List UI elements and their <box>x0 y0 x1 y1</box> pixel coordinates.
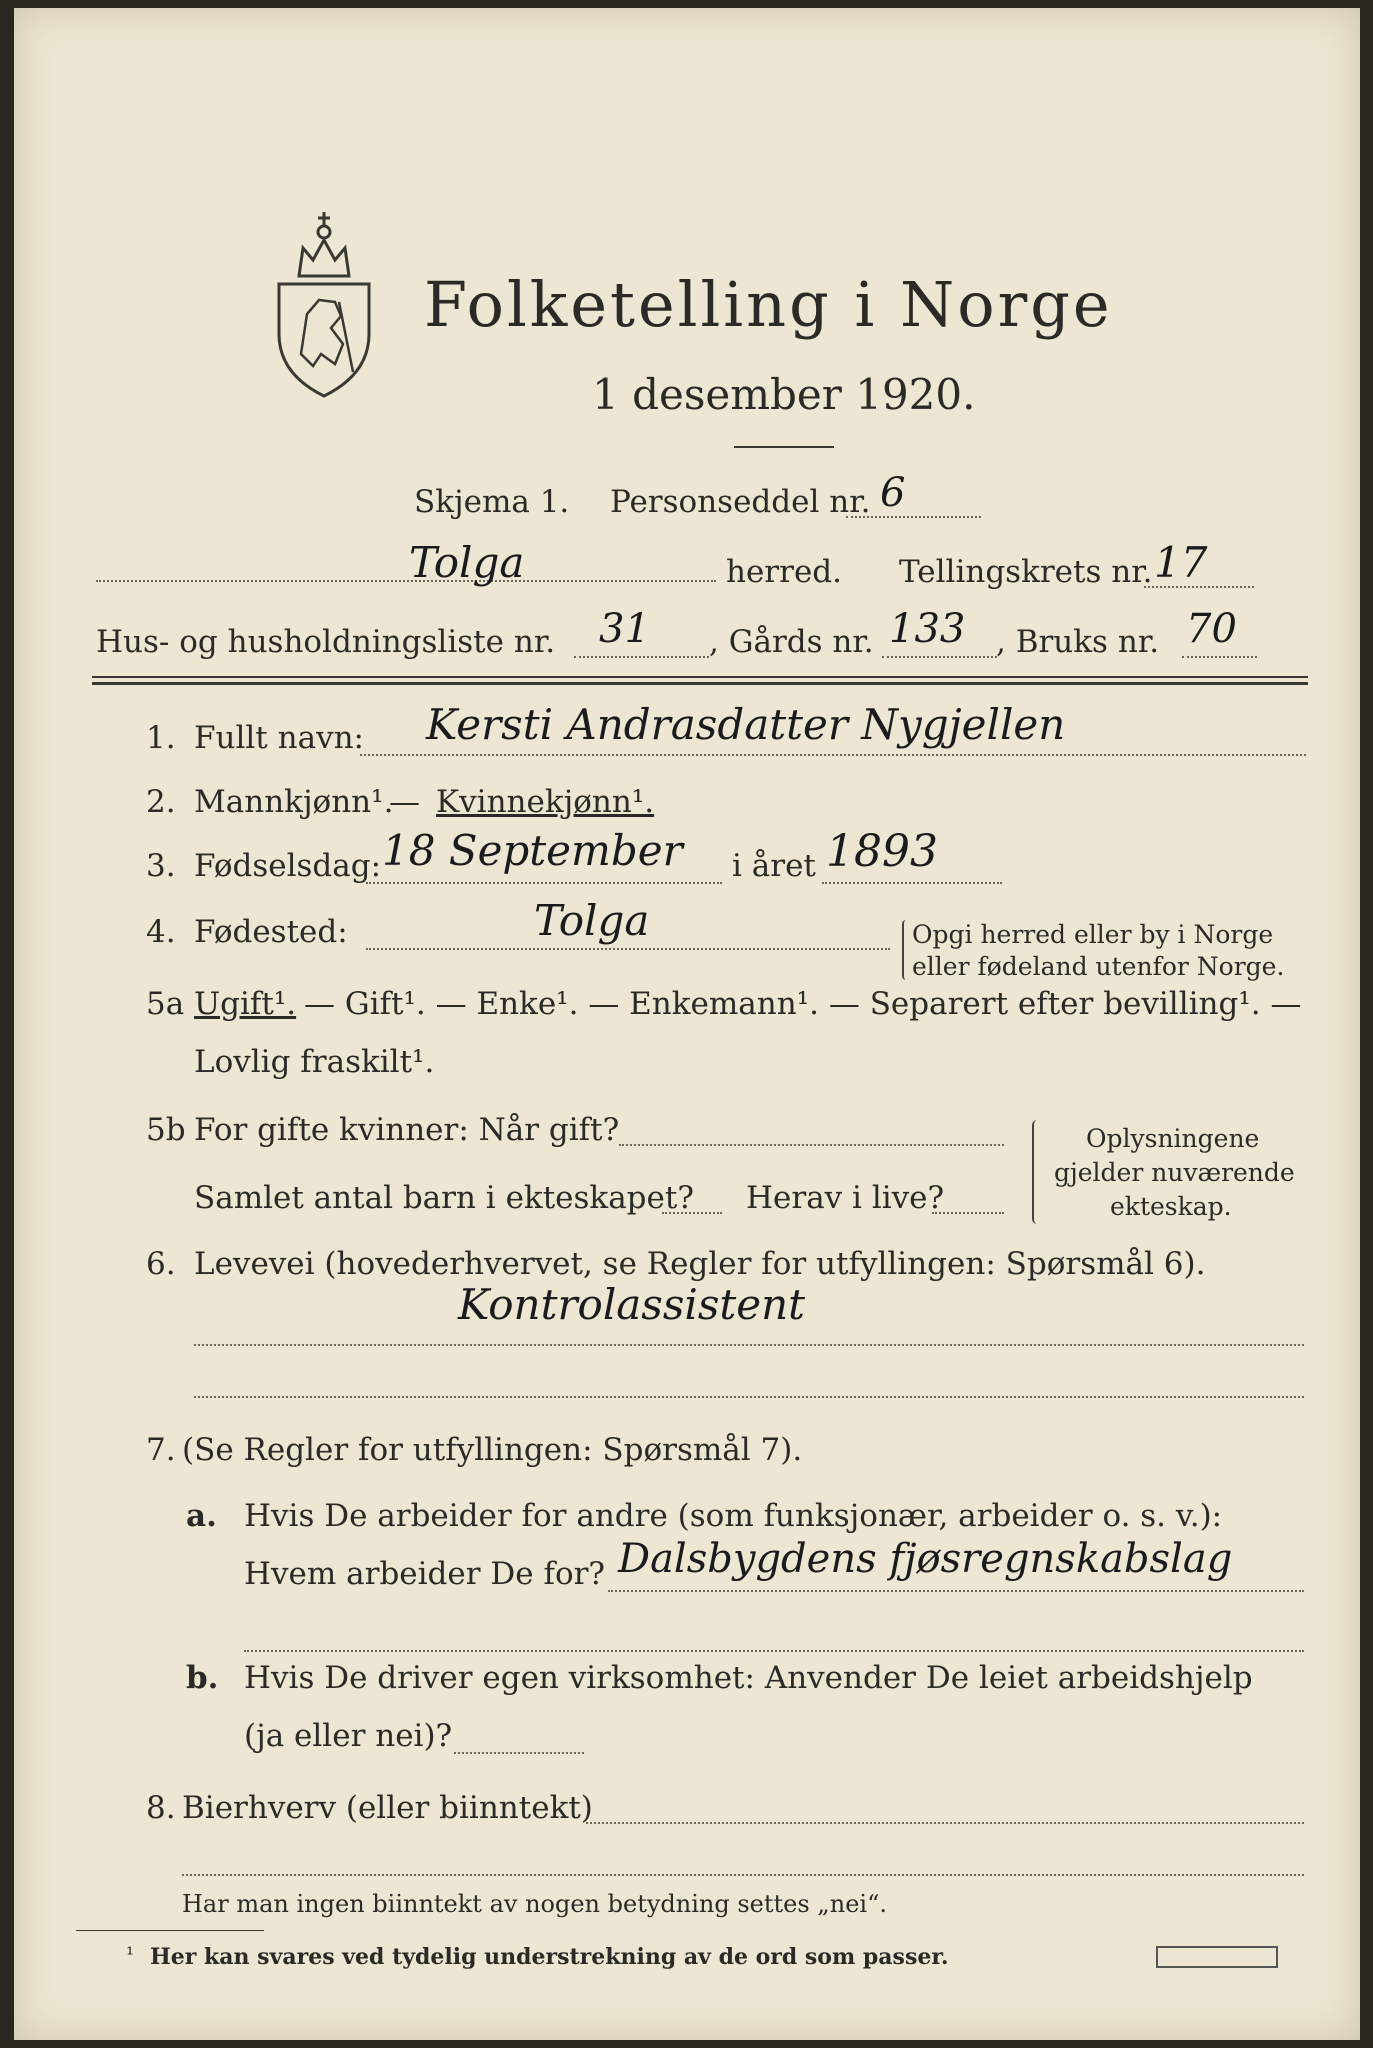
q2-female-option[interactable]: Kvinnekjønn¹. <box>436 784 655 820</box>
bruks-label: , Bruks nr. <box>996 624 1160 660</box>
q7a-extra-line <box>244 1650 1304 1652</box>
q2-dash: — <box>389 784 420 820</box>
header-divider-top <box>92 676 1308 678</box>
husliste-line <box>574 656 709 658</box>
q5a-other-options[interactable]: — Gift¹. — Enke¹. — Enkemann¹. — Separert efter bevilling¹. — <box>304 986 1302 1022</box>
q5b-number: 5b <box>146 1112 186 1148</box>
q3-year-label: i året <box>732 848 816 884</box>
form-title: Folketelling i Norge <box>424 268 1113 341</box>
q7-number: 7. <box>146 1432 176 1468</box>
q3-date-line <box>366 882 722 884</box>
q3-year-line <box>822 882 1002 884</box>
footnote-text: Her kan svares ved tydelig understrekning av de ord som passer. <box>150 1944 949 1970</box>
q7a-letter: a. <box>186 1498 217 1534</box>
q5a-number: 5a <box>146 986 185 1022</box>
q1-value-full-name[interactable]: Kersti Andrasdatter Nygjellen <box>426 700 1066 749</box>
skjema-label: Skjema 1. <box>414 484 570 520</box>
q4-label: Fødested: <box>194 914 348 950</box>
q5b-note-brace <box>1032 1120 1042 1224</box>
q7b-line <box>454 1752 584 1754</box>
herred-value[interactable]: Tolga <box>409 538 525 587</box>
footer-note: Har man ingen biinntekt av nogen betydning settes „nei“. <box>182 1890 887 1918</box>
q5b-note-line1: Oplysningene <box>1086 1124 1260 1153</box>
q8-line2 <box>182 1874 1304 1876</box>
q7b-letter: b. <box>186 1660 219 1696</box>
q5b-children-line <box>662 1212 722 1214</box>
husliste-label: Hus- og husholdningsliste nr. <box>96 624 556 660</box>
personseddel-label: Personseddel nr. <box>610 484 871 520</box>
bruks-line <box>1182 656 1257 658</box>
q8-line1 <box>586 1822 1304 1824</box>
q6-label: Levevei (hovederhvervet, se Regler for utfyllingen: Spørsmål 6). <box>194 1246 1206 1282</box>
q5b-line2a: Samlet antal barn i ekteskapet? <box>194 1180 694 1216</box>
herred-label: herred. <box>726 554 842 590</box>
gards-label: , Gårds nr. <box>709 624 874 660</box>
q4-line <box>366 948 890 950</box>
q7a-employer-value[interactable]: Dalsbygdens fjøsregnskabslag <box>618 1536 1233 1582</box>
q5a-ugift-option[interactable]: Ugift¹. <box>194 986 297 1022</box>
q7a-line <box>608 1590 1304 1592</box>
q6-line2 <box>194 1396 1304 1398</box>
q7a-line2: Hvem arbeider De for? <box>244 1556 606 1592</box>
q6-occupation-value[interactable]: Kontrolassistent <box>458 1280 806 1329</box>
herred-line <box>96 580 716 582</box>
q5b-married-line <box>619 1144 1004 1146</box>
q2-male-option[interactable]: Mannkjønn¹. <box>194 784 394 820</box>
q1-line <box>360 754 1306 756</box>
q4-number: 4. <box>146 914 176 950</box>
q4-note-brace <box>902 920 910 980</box>
q6-line1 <box>194 1344 1304 1346</box>
personseddel-line <box>846 516 981 518</box>
husliste-value[interactable]: 31 <box>599 606 650 652</box>
coat-of-arms-icon <box>269 204 379 404</box>
q2-number: 2. <box>146 784 176 820</box>
footnote-mark: ¹ <box>126 1942 135 1966</box>
footnote-rule <box>76 1930 264 1931</box>
q4-note-line1: Opgi herred eller by i Norge <box>912 920 1274 949</box>
q7b-line2: (ja eller nei)? <box>244 1718 453 1754</box>
q4-note-line2: eller fødeland utenfor Norge. <box>912 952 1285 981</box>
title-divider <box>734 446 834 448</box>
q5b-line2b: Herav i live? <box>746 1180 945 1216</box>
gards-value[interactable]: 133 <box>889 606 966 652</box>
q8-label: Bierhverv (eller biinntekt) <box>182 1790 593 1826</box>
census-form-sheet <box>14 8 1360 2040</box>
q1-label: Fullt navn: <box>194 720 364 756</box>
q5b-alive-line <box>932 1212 1004 1214</box>
q3-birthyear-value[interactable]: 1893 <box>826 826 938 877</box>
q5b-note-line3: ekteskap. <box>1110 1192 1232 1221</box>
tellingskrets-value[interactable]: 17 <box>1154 538 1208 587</box>
q7a-line1: Hvis De arbeider for andre (som funksjonær, arbeider o. s. v.): <box>244 1498 1223 1534</box>
q5a-line2[interactable]: Lovlig fraskilt¹. <box>194 1044 435 1080</box>
printer-stamp <box>1156 1946 1278 1968</box>
q3-birthdate-value[interactable]: 18 September <box>382 826 683 875</box>
q7b-line1: Hvis De driver egen virksomhet: Anvender De leiet arbeidshjelp <box>244 1660 1253 1696</box>
q8-number: 8. <box>146 1790 176 1826</box>
q7-label: (Se Regler for utfyllingen: Spørsmål 7). <box>182 1432 803 1468</box>
q6-number: 6. <box>146 1246 176 1282</box>
q5b-line1: For gifte kvinner: Når gift? <box>194 1112 620 1148</box>
q1-number: 1. <box>146 720 176 756</box>
bruks-value[interactable]: 70 <box>1186 606 1237 652</box>
census-date: 1 desember 1920. <box>592 370 976 419</box>
q4-birthplace-value[interactable]: Tolga <box>534 896 650 945</box>
tellingskrets-label: Tellingskrets nr. <box>899 554 1153 590</box>
personseddel-value[interactable]: 6 <box>880 470 906 516</box>
q3-number: 3. <box>146 848 176 884</box>
header-divider-bottom <box>92 682 1308 685</box>
gards-line <box>882 656 997 658</box>
q3-label: Fødselsdag: <box>194 848 382 884</box>
q5b-note-line2: gjelder nuværende <box>1054 1158 1295 1187</box>
